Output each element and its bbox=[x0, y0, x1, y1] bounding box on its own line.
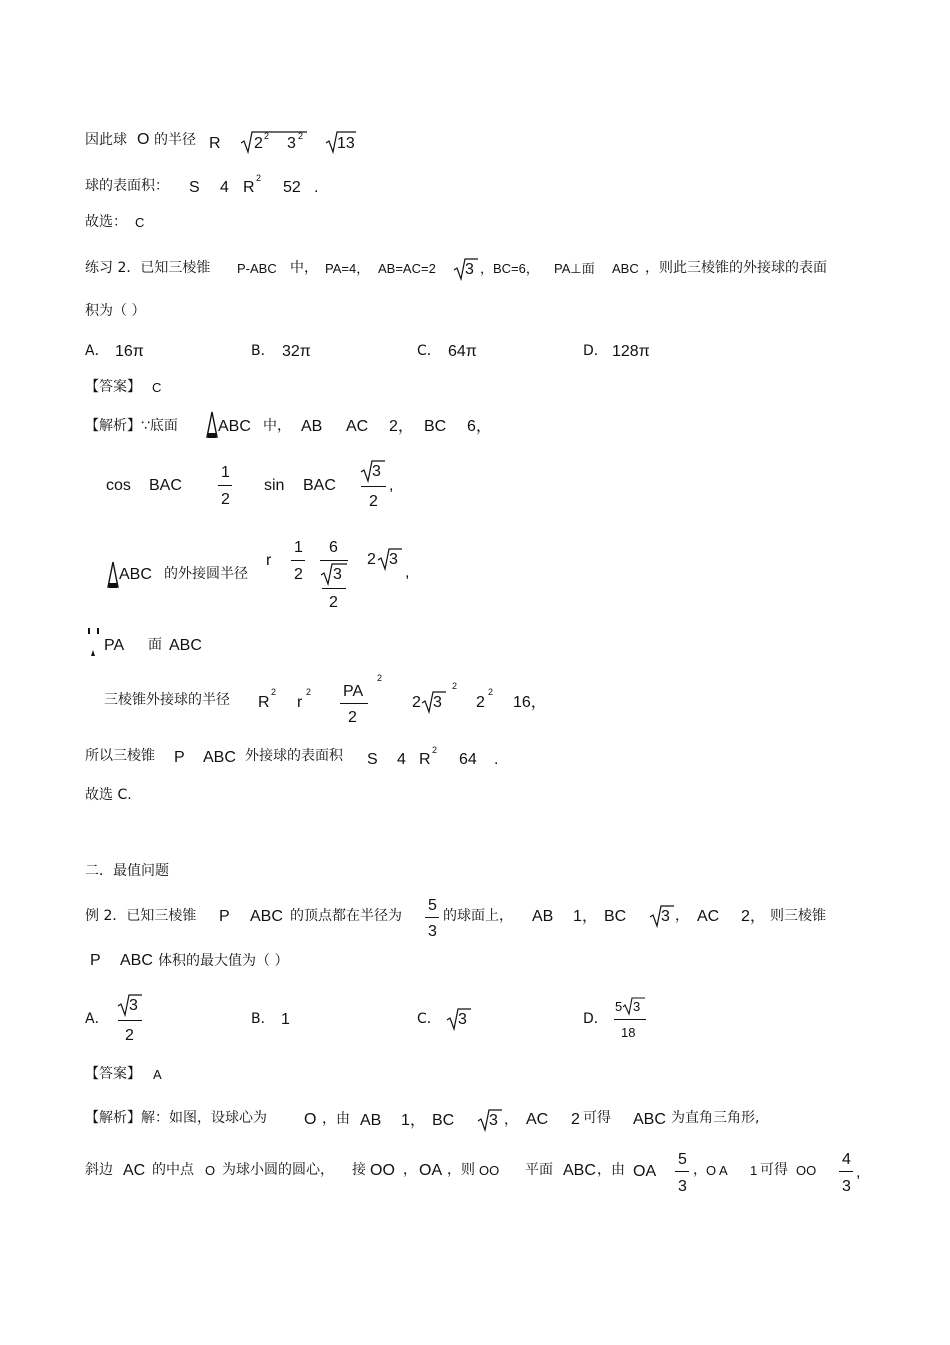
triangle-abc: ABC bbox=[218, 418, 251, 435]
text-sphere-surface: 的球面上， bbox=[443, 908, 513, 924]
exponent: 2 bbox=[256, 173, 262, 183]
option-c-value: 64π bbox=[448, 343, 477, 360]
seg-ac: AC bbox=[346, 418, 369, 435]
S-symbol: S bbox=[367, 751, 378, 768]
fraction-bar bbox=[675, 1171, 689, 1172]
exponent-two: 2 bbox=[298, 131, 304, 141]
fraction-bar bbox=[322, 588, 346, 589]
seg-ac: AC bbox=[526, 1111, 549, 1128]
text-so: 所以三棱锥 bbox=[85, 748, 155, 764]
seg-ab: AB bbox=[360, 1112, 382, 1129]
exponent: 2 bbox=[306, 687, 312, 697]
option-d-label: D． bbox=[583, 343, 608, 359]
option-a-label: A． bbox=[85, 1011, 109, 1027]
R-symbol: R bbox=[419, 751, 431, 768]
value-one: 1， bbox=[573, 908, 598, 925]
seg-oa: OA bbox=[633, 1163, 657, 1180]
value-two: 2 bbox=[571, 1111, 580, 1128]
comma: , bbox=[389, 477, 394, 494]
period: . bbox=[314, 179, 319, 196]
comma: ， bbox=[675, 908, 689, 924]
option-d-value: 128π bbox=[612, 343, 650, 360]
question-text: 体积的最大值为（ ） bbox=[158, 953, 289, 969]
comma: ， bbox=[504, 1112, 518, 1128]
option-b-value: 1 bbox=[281, 1011, 290, 1028]
angle-bac: BAC bbox=[149, 477, 182, 494]
comma: ， bbox=[403, 1162, 417, 1178]
fraction-denominator: 3 bbox=[678, 1178, 687, 1195]
numerator-six: 6 bbox=[329, 539, 338, 556]
base-three: 3 bbox=[287, 135, 296, 152]
fraction-denominator: 3 bbox=[842, 1178, 851, 1195]
because-icon bbox=[86, 626, 102, 662]
option-c-label: C． bbox=[417, 1011, 441, 1027]
comma: , bbox=[856, 1164, 861, 1181]
vertex-P: P bbox=[219, 908, 230, 925]
seg-ab: AB bbox=[532, 908, 554, 925]
denominator-two: 2 bbox=[348, 709, 357, 726]
option-a-label: A． bbox=[85, 343, 109, 359]
pyramid-name: P-ABC bbox=[237, 261, 277, 276]
solution-label: 【解析】∵底面 bbox=[85, 418, 178, 434]
answer-label: 【答案】 bbox=[85, 1066, 141, 1082]
fraction-bar bbox=[320, 560, 348, 561]
text-choose: 故选： bbox=[85, 214, 127, 230]
text-pyramid: 则三棱锥 bbox=[770, 908, 826, 924]
option-a-value: 16π bbox=[115, 343, 144, 360]
text-hypotenuse: 斜边 bbox=[85, 1162, 113, 1178]
option-b-value: 32π bbox=[282, 343, 311, 360]
value-thirteen: 13 bbox=[337, 135, 355, 152]
fraction-bar bbox=[118, 1020, 142, 1021]
comma: ， bbox=[693, 1162, 707, 1178]
sin-label: sin bbox=[264, 477, 285, 494]
text-obtain: 可得 bbox=[760, 1162, 788, 1178]
radicand-three: 3 bbox=[433, 694, 442, 711]
seg-bc: BC bbox=[432, 1112, 455, 1129]
text-by: ，由 bbox=[322, 1111, 350, 1127]
value-two: 2， bbox=[389, 418, 414, 435]
text-outer-area: 外接球的表面积 bbox=[245, 748, 343, 764]
value-two: 2， bbox=[741, 908, 766, 925]
exponent: 2 bbox=[452, 681, 458, 691]
fraction-bar bbox=[361, 486, 386, 487]
seg-oa: OA bbox=[419, 1162, 443, 1179]
seg-ac: AC bbox=[697, 908, 720, 925]
radicand-three: 3 bbox=[389, 551, 398, 568]
R-symbol: R bbox=[243, 179, 255, 196]
radicand-three: 3 bbox=[465, 261, 474, 278]
question-text-cont: 积为（ ） bbox=[85, 303, 146, 319]
seg-bc: BC bbox=[424, 418, 447, 435]
radicand-three: 3 bbox=[489, 1112, 498, 1129]
fraction-denominator: 3 bbox=[428, 923, 437, 940]
fraction-denominator: 2 bbox=[125, 1027, 134, 1044]
fraction-denominator: 2 bbox=[369, 493, 378, 510]
seg-ab: AB bbox=[301, 418, 323, 435]
condition-pa: PA=4， bbox=[325, 261, 370, 276]
radicand-three: 3 bbox=[661, 908, 670, 925]
vertex-P: P bbox=[90, 952, 101, 969]
base-two: 2 bbox=[254, 135, 263, 152]
fraction-numerator: 4 bbox=[842, 1151, 851, 1168]
exponent: 2 bbox=[271, 687, 277, 697]
plane-abc: ABC bbox=[563, 1162, 596, 1179]
exercise-2-label: 练习 2．已知三棱锥 bbox=[85, 260, 211, 276]
answer-label: 【答案】 bbox=[85, 379, 141, 395]
numerator-pa: PA bbox=[343, 683, 364, 700]
value-six: 6， bbox=[467, 418, 492, 435]
four: 4 bbox=[220, 179, 229, 196]
r-symbol: r bbox=[266, 552, 272, 569]
radicand-three: 3 bbox=[458, 1011, 467, 1028]
fraction-bar bbox=[218, 485, 232, 486]
triangle-icon bbox=[205, 410, 219, 440]
seg-pa: PA bbox=[104, 637, 125, 654]
text-radius: 的半径 bbox=[154, 132, 196, 148]
plane-abc: ABC bbox=[169, 637, 202, 654]
base-abc: ABC bbox=[250, 908, 283, 925]
S-symbol: S bbox=[189, 179, 200, 196]
fraction-bar bbox=[340, 703, 368, 704]
seg-bc: BC bbox=[604, 908, 627, 925]
condition-ab-ac: AB=AC=2 bbox=[378, 261, 436, 276]
exponent-one: 2 bbox=[264, 131, 270, 141]
base-abc: ABC bbox=[203, 749, 236, 766]
text-obtain: 可得 bbox=[583, 1110, 611, 1126]
numerator-coef: 5 bbox=[615, 999, 623, 1014]
seg-oo: OO bbox=[370, 1162, 395, 1179]
radicand-three: 3 bbox=[633, 999, 641, 1014]
fraction-numerator: 5 bbox=[678, 1151, 687, 1168]
fraction-bar bbox=[614, 1019, 646, 1020]
text-sphere-radius: 三棱锥外接球的半径 bbox=[104, 692, 230, 708]
sphere-O: O bbox=[137, 131, 150, 148]
option-b-label: B． bbox=[251, 343, 275, 359]
exponent: 2 bbox=[377, 673, 383, 683]
value-one: 1 bbox=[750, 1163, 758, 1178]
fraction-numerator: 1 bbox=[221, 464, 230, 481]
point-O-prime: O bbox=[205, 1163, 216, 1178]
period: . bbox=[494, 751, 499, 768]
solution-label: 【解析】解：如图，设球心为 bbox=[85, 1110, 267, 1126]
fraction-bar bbox=[839, 1171, 853, 1172]
seg-oo: OO bbox=[479, 1163, 500, 1178]
text-because-sphere: 因此球 bbox=[85, 132, 127, 148]
seg-oo: OO bbox=[796, 1163, 817, 1178]
fraction-numerator: 1 bbox=[294, 539, 303, 556]
value-52: 52 bbox=[283, 179, 301, 196]
text-plane: 面 bbox=[148, 637, 162, 653]
text-radius-of: 的顶点都在半径为 bbox=[290, 908, 402, 924]
radicand-three: 3 bbox=[372, 463, 381, 480]
answer-choice: C bbox=[135, 215, 145, 230]
comma: , bbox=[405, 564, 410, 581]
result-coef: 2 bbox=[367, 551, 376, 568]
triangle-abc: ABC bbox=[119, 566, 152, 583]
fraction-denominator: 18 bbox=[621, 1025, 636, 1040]
base-two: 2 bbox=[476, 694, 485, 711]
text-zhong: 中， bbox=[263, 418, 291, 434]
fraction-denominator: 2 bbox=[221, 491, 230, 508]
radicand-three: 3 bbox=[333, 566, 342, 583]
r-symbol: r bbox=[297, 694, 303, 711]
R-symbol: R bbox=[209, 135, 221, 152]
four: 4 bbox=[397, 751, 406, 768]
option-c-label: C． bbox=[417, 343, 441, 359]
condition-perp: PA⊥面 bbox=[554, 261, 595, 276]
text-right-triangle: 为直角三角形, bbox=[671, 1110, 760, 1126]
seg-o-prime-a: O A bbox=[706, 1163, 728, 1178]
text-then: ，则 bbox=[447, 1162, 475, 1178]
text-plane: 平面 bbox=[525, 1162, 553, 1178]
triangle-abc: ABC bbox=[633, 1111, 666, 1128]
example-2-label: 例 2．已知三棱锥 bbox=[85, 908, 197, 924]
value-64: 64 bbox=[459, 751, 477, 768]
answer-value: A bbox=[153, 1067, 162, 1082]
base-abc: ABC bbox=[120, 952, 153, 969]
center-O: O bbox=[304, 1111, 317, 1128]
exponent: 2 bbox=[432, 745, 438, 755]
text-in: 中， bbox=[290, 260, 318, 276]
exponent: 2 bbox=[488, 687, 494, 697]
seg-ac: AC bbox=[123, 1162, 146, 1179]
triangle-icon bbox=[106, 560, 120, 590]
text-midpoint: 的中点 bbox=[152, 1162, 194, 1178]
text-connect: 接 bbox=[352, 1162, 366, 1178]
text-circumradius: 的外接圆半径 bbox=[164, 566, 248, 582]
fraction-numerator: 5 bbox=[428, 897, 437, 914]
vertex-P: P bbox=[174, 749, 185, 766]
cos-label: cos bbox=[106, 477, 131, 494]
answer-value: C bbox=[152, 380, 162, 395]
fraction-denominator: 2 bbox=[294, 566, 303, 583]
question-text: ，则此三棱锥的外接球的表面 bbox=[645, 260, 827, 276]
coef-two: 2 bbox=[412, 694, 421, 711]
text-surface-area: 球的表面积： bbox=[85, 178, 169, 194]
denominator-two: 2 bbox=[329, 594, 338, 611]
text-by: ，由 bbox=[597, 1162, 625, 1178]
radicand-three: 3 bbox=[129, 997, 138, 1014]
angle-bac: BAC bbox=[303, 477, 336, 494]
fraction-bar bbox=[291, 560, 305, 561]
R-symbol: R bbox=[258, 694, 270, 711]
final-choice: 故选 C. bbox=[85, 787, 132, 803]
section-title: 二．最值问题 bbox=[85, 863, 169, 879]
option-b-label: B． bbox=[251, 1011, 275, 1027]
fraction-bar bbox=[425, 917, 439, 918]
value-16: 16， bbox=[513, 694, 547, 711]
value-one: 1， bbox=[401, 1112, 426, 1129]
plane-abc: ABC bbox=[612, 261, 639, 276]
condition-bc: ，BC=6， bbox=[480, 261, 539, 276]
text-small-circle-center: 为球小圆的圆心， bbox=[222, 1162, 334, 1178]
option-d-label: D． bbox=[583, 1011, 608, 1027]
